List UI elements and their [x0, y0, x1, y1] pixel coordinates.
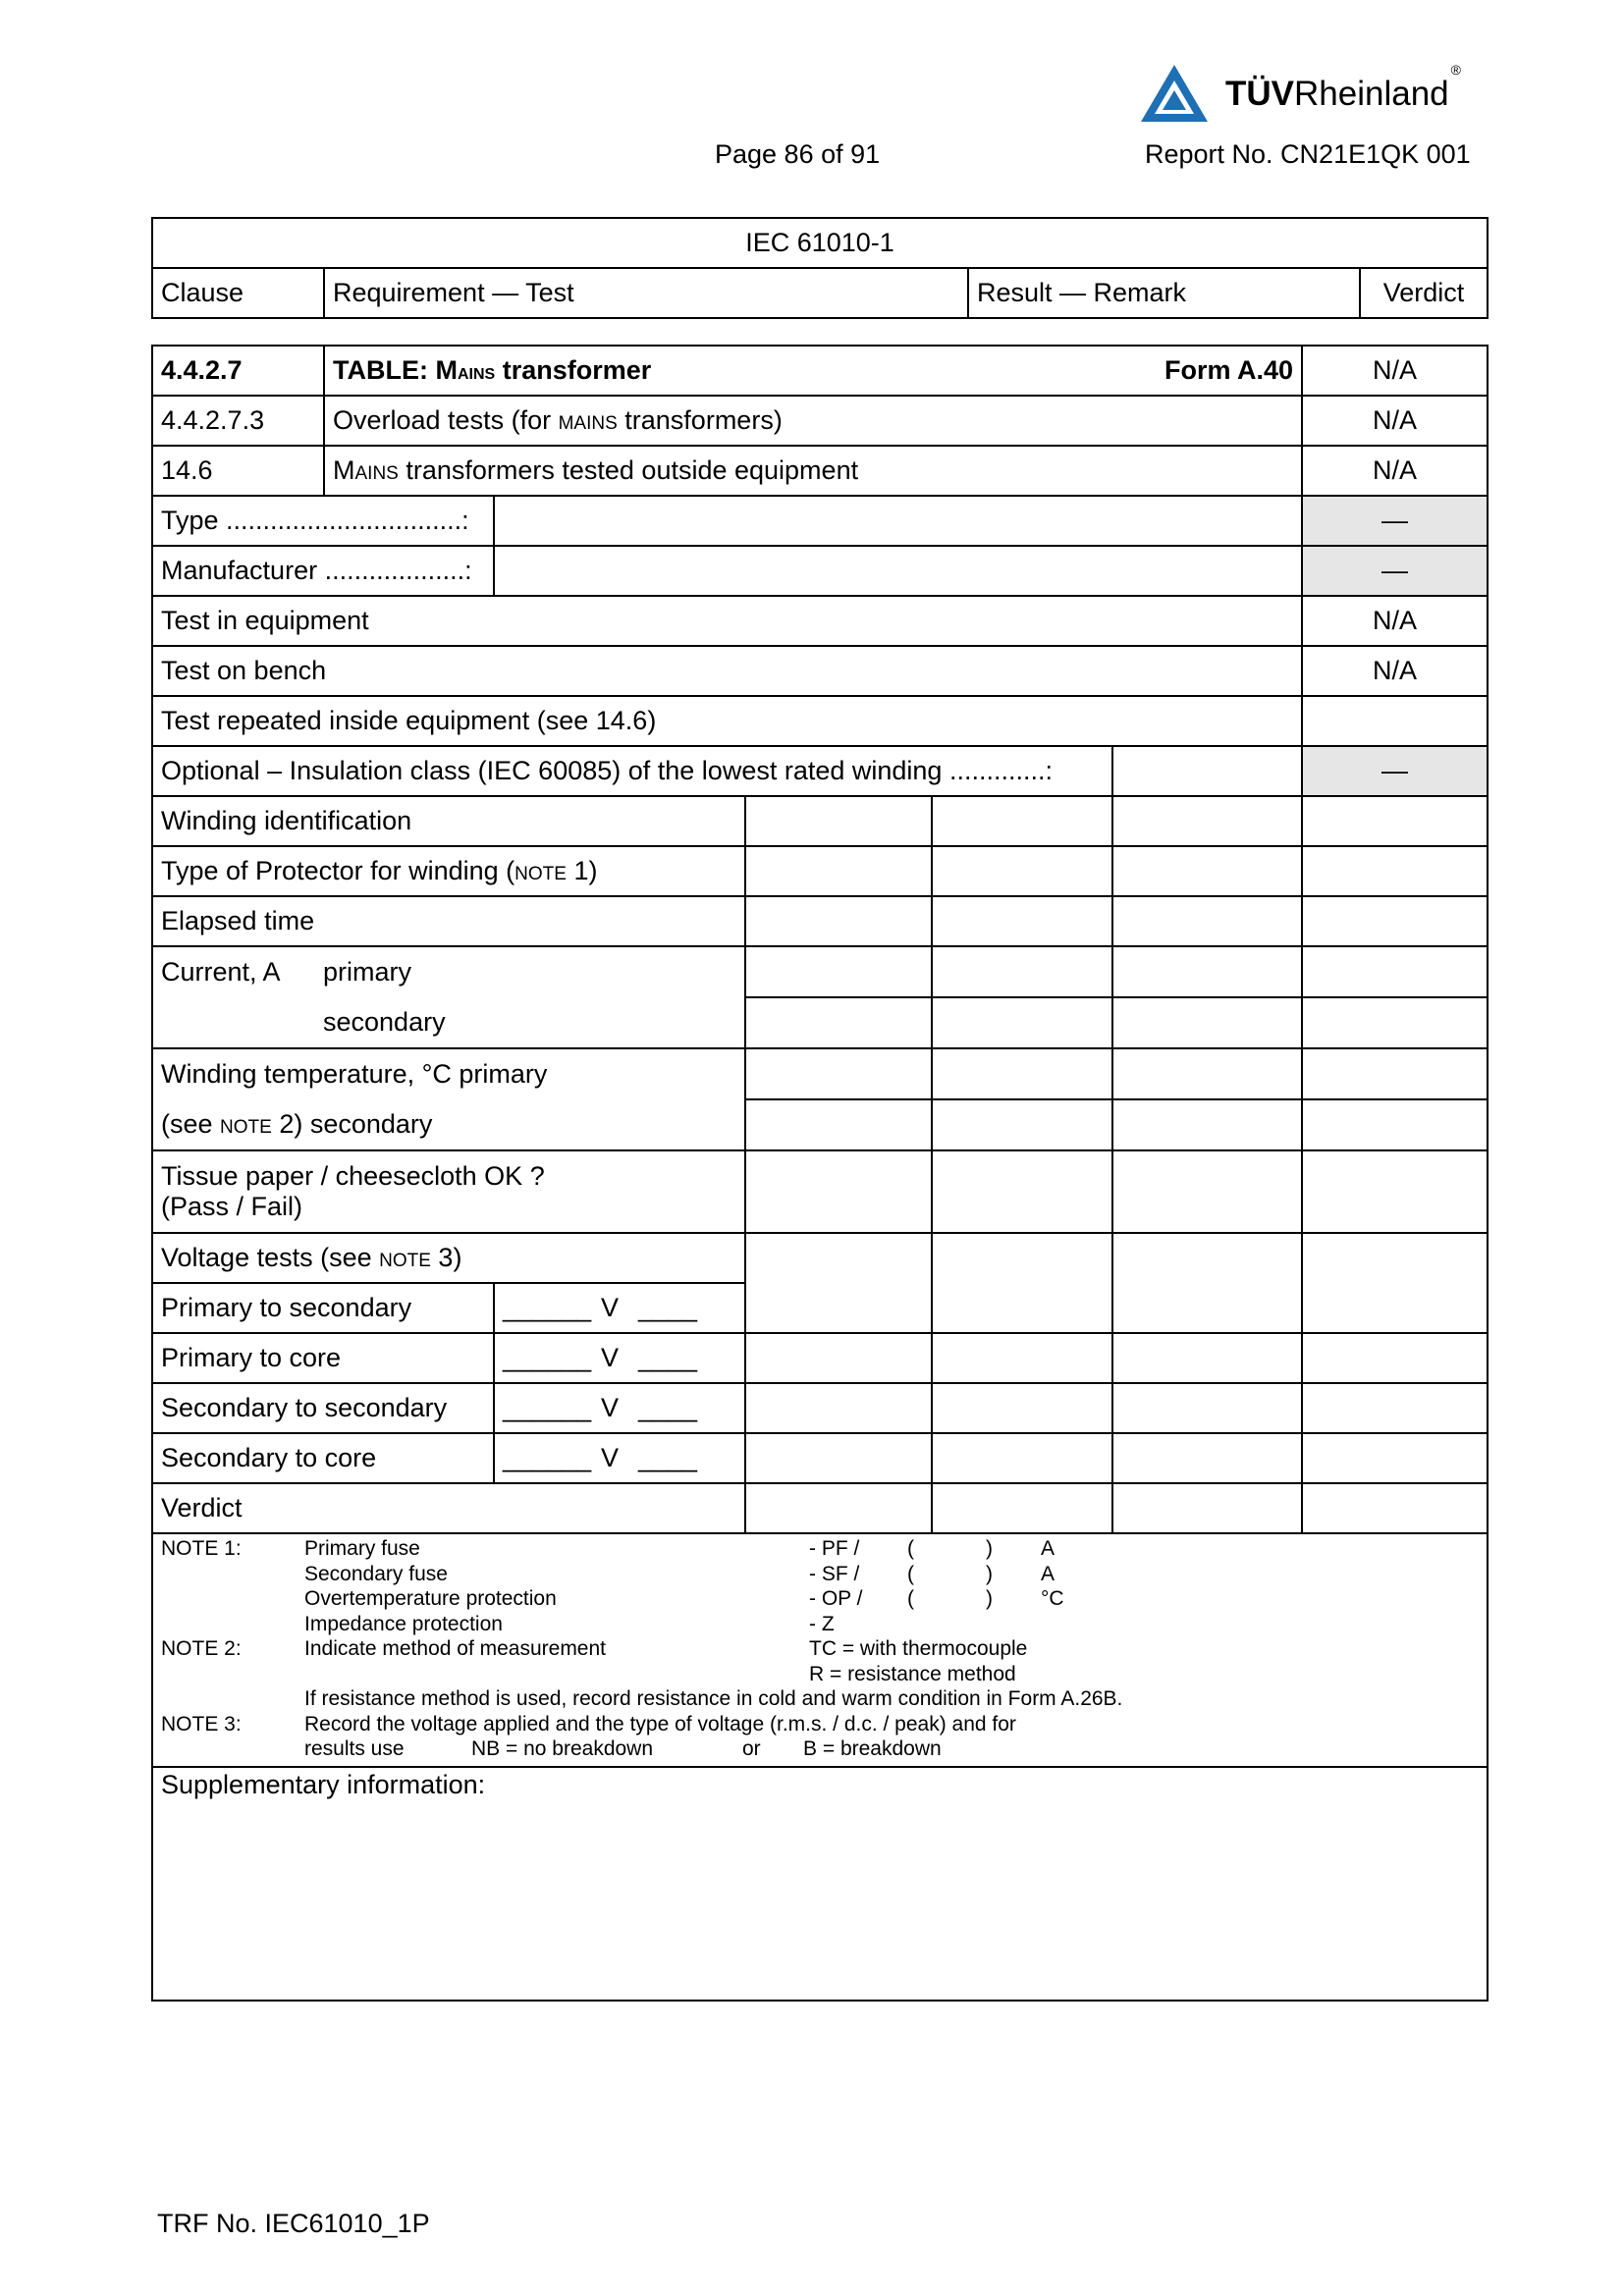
note-text: A	[1041, 1537, 1056, 1560]
primary-to-core: Primary to core	[152, 1333, 494, 1383]
test-on-bench: Test on bench	[152, 646, 1302, 696]
test-in-equipment-verdict: N/A	[1302, 596, 1488, 646]
elapsed-time: Elapsed time	[152, 896, 745, 946]
grid-cell	[1302, 796, 1488, 846]
grid-cell	[932, 1048, 1112, 1099]
grid-cell	[745, 1150, 932, 1233]
note-text: )	[986, 1587, 993, 1610]
note-1-label: NOTE 1:	[161, 1537, 242, 1560]
supplementary-information: Supplementary information:	[152, 1767, 1488, 2001]
current-label: Current, A primary secondary	[152, 946, 745, 1048]
winding-temperature: Winding temperature, °C primary (see note 2) secondary	[152, 1048, 745, 1150]
note-text: (	[907, 1537, 914, 1560]
note-text: A	[1041, 1562, 1056, 1585]
note-text: Impedance protection	[304, 1612, 503, 1635]
tuv-triangle-icon	[1139, 61, 1210, 126]
grid-cell	[1112, 1333, 1302, 1383]
protector-type: Type of Protector for winding (note 1)	[152, 846, 745, 896]
grid-cell	[745, 846, 932, 896]
col-result: Result — Remark	[968, 268, 1360, 318]
grid-cell	[745, 1099, 932, 1150]
note-text: Indicate method of measurement	[304, 1637, 607, 1660]
report-number: Report No. CN21E1QK 001	[1145, 139, 1471, 169]
grid-cell	[1302, 1483, 1488, 1533]
test-repeated-verdict	[1302, 696, 1488, 746]
grid-cell	[932, 796, 1112, 846]
grid-cell	[745, 1048, 932, 1099]
note-text: NB = no breakdown	[471, 1737, 654, 1760]
note-text: R = resistance method	[809, 1662, 1016, 1685]
grid-cell	[745, 796, 932, 846]
grid-cell	[745, 997, 932, 1048]
note-text: Primary fuse	[304, 1537, 420, 1560]
note-text: °C	[1041, 1587, 1064, 1610]
col-verdict: Verdict	[1360, 268, 1488, 318]
note-text: Secondary fuse	[304, 1562, 448, 1585]
tuv-logo	[1139, 61, 1492, 128]
grid-cell	[932, 1150, 1112, 1233]
table-title: TABLE: Mains transformer Form A.40	[324, 346, 1302, 396]
trf-number: TRF No. IEC61010_1P	[157, 2209, 430, 2238]
note-text: (	[907, 1587, 914, 1610]
test-on-bench-verdict: N/A	[1302, 646, 1488, 696]
optional-value	[1112, 746, 1302, 796]
notes-block	[152, 1533, 1488, 1767]
grid-cell	[1112, 1233, 1302, 1333]
grid-cell	[1302, 896, 1488, 946]
voltage-field: ______ V ____	[494, 1283, 745, 1333]
grid-cell	[1112, 1150, 1302, 1233]
grid-cell	[1112, 1383, 1302, 1433]
grid-cell	[1112, 1099, 1302, 1150]
note-text: - SF /	[809, 1562, 860, 1585]
form-id: Form A.40	[1164, 355, 1294, 385]
manufacturer-value	[494, 546, 1302, 596]
header-table	[151, 217, 1489, 319]
note-text: or	[742, 1737, 761, 1760]
secondary-to-core: Secondary to core	[152, 1433, 494, 1483]
grid-cell	[1112, 1433, 1302, 1483]
grid-cell	[1302, 1233, 1488, 1333]
type-label: Type ................................:	[152, 496, 494, 546]
test-repeated: Test repeated inside equipment (see 14.6)	[152, 696, 1302, 746]
note-3-label: NOTE 3:	[161, 1712, 242, 1735]
grid-cell	[1302, 1099, 1488, 1150]
logo-wordmark: TÜVRheinland®	[1225, 62, 1461, 113]
note-text: If resistance method is used, record resistance in cold and warm condition in Form A.26B.	[304, 1687, 1123, 1710]
type-verdict: —	[1302, 496, 1488, 546]
grid-cell	[932, 1433, 1112, 1483]
grid-cell	[932, 1483, 1112, 1533]
grid-cell	[1302, 1433, 1488, 1483]
grid-cell	[745, 1483, 932, 1533]
note-text: - PF /	[809, 1537, 860, 1560]
grid-cell	[1112, 846, 1302, 896]
grid-cell	[1112, 796, 1302, 846]
grid-cell	[1112, 896, 1302, 946]
standard-title: IEC 61010-1	[152, 218, 1488, 268]
grid-cell	[1302, 946, 1488, 997]
note-text: results use	[304, 1737, 405, 1760]
grid-cell	[1302, 1333, 1488, 1383]
page-number: Page 86 of 91	[715, 139, 881, 169]
note-text: )	[986, 1562, 993, 1585]
grid-cell	[745, 1433, 932, 1483]
overload-text: Overload tests (for mains transformers)	[324, 396, 1302, 446]
optional-insulation: Optional – Insulation class (IEC 60085) of the lowest rated winding .............:	[152, 746, 1112, 796]
note-text: - Z	[809, 1612, 835, 1635]
grid-cell	[745, 1233, 932, 1333]
grid-cell	[745, 1333, 932, 1383]
optional-verdict: —	[1302, 746, 1488, 796]
note-text: )	[986, 1537, 993, 1560]
grid-cell	[932, 846, 1112, 896]
col-clause: Clause	[152, 268, 324, 318]
grid-cell	[1112, 1048, 1302, 1099]
voltage-field: ______ V ____	[494, 1333, 745, 1383]
overload-clause: 4.4.2.7.3	[152, 396, 324, 446]
overload-verdict: N/A	[1302, 396, 1488, 446]
tissue-paper: Tissue paper / cheesecloth OK ? (Pass / Fail)	[152, 1150, 745, 1233]
voltage-field: ______ V ____	[494, 1383, 745, 1433]
grid-cell	[1302, 1150, 1488, 1233]
test-in-equipment: Test in equipment	[152, 596, 1302, 646]
grid-cell	[932, 896, 1112, 946]
grid-cell	[1302, 1383, 1488, 1433]
grid-cell	[1302, 846, 1488, 896]
grid-cell	[1112, 997, 1302, 1048]
note-text: (	[907, 1562, 914, 1585]
title-verdict: N/A	[1302, 346, 1488, 396]
primary-to-secondary: Primary to secondary	[152, 1283, 494, 1333]
col-requirement: Requirement — Test	[324, 268, 968, 318]
manufacturer-verdict: —	[1302, 546, 1488, 596]
manufacturer-label: Manufacturer ...................:	[152, 546, 494, 596]
note-text: - OP /	[809, 1587, 863, 1610]
note-text: TC = with thermocouple	[809, 1637, 1028, 1660]
grid-cell	[745, 946, 932, 997]
note-text: Record the voltage applied and the type of voltage (r.m.s. / d.c. / peak) and for	[304, 1712, 1016, 1735]
note-2-label: NOTE 2:	[161, 1637, 242, 1660]
grid-cell	[932, 1383, 1112, 1433]
grid-cell	[1302, 997, 1488, 1048]
grid-cell	[1302, 1048, 1488, 1099]
grid-cell	[932, 997, 1112, 1048]
outside-text: Mains transformers tested outside equipment	[324, 446, 1302, 496]
outside-clause: 14.6	[152, 446, 324, 496]
verdict-row: Verdict	[152, 1483, 745, 1533]
grid-cell	[932, 946, 1112, 997]
grid-cell	[1112, 946, 1302, 997]
grid-cell	[1112, 1483, 1302, 1533]
voltage-tests: Voltage tests (see note 3)	[152, 1233, 745, 1283]
voltage-field: ______ V ____	[494, 1433, 745, 1483]
grid-cell	[932, 1099, 1112, 1150]
outside-verdict: N/A	[1302, 446, 1488, 496]
winding-identification: Winding identification	[152, 796, 745, 846]
grid-cell	[745, 1383, 932, 1433]
grid-cell	[932, 1233, 1112, 1333]
mains-transformer-table	[151, 345, 1489, 2002]
note-text: B = breakdown	[803, 1737, 942, 1760]
grid-cell	[932, 1333, 1112, 1383]
secondary-to-secondary: Secondary to secondary	[152, 1383, 494, 1433]
clause-cell: 4.4.2.7	[152, 346, 324, 396]
type-value	[494, 496, 1302, 546]
grid-cell	[745, 896, 932, 946]
note-text: Overtemperature protection	[304, 1587, 557, 1610]
